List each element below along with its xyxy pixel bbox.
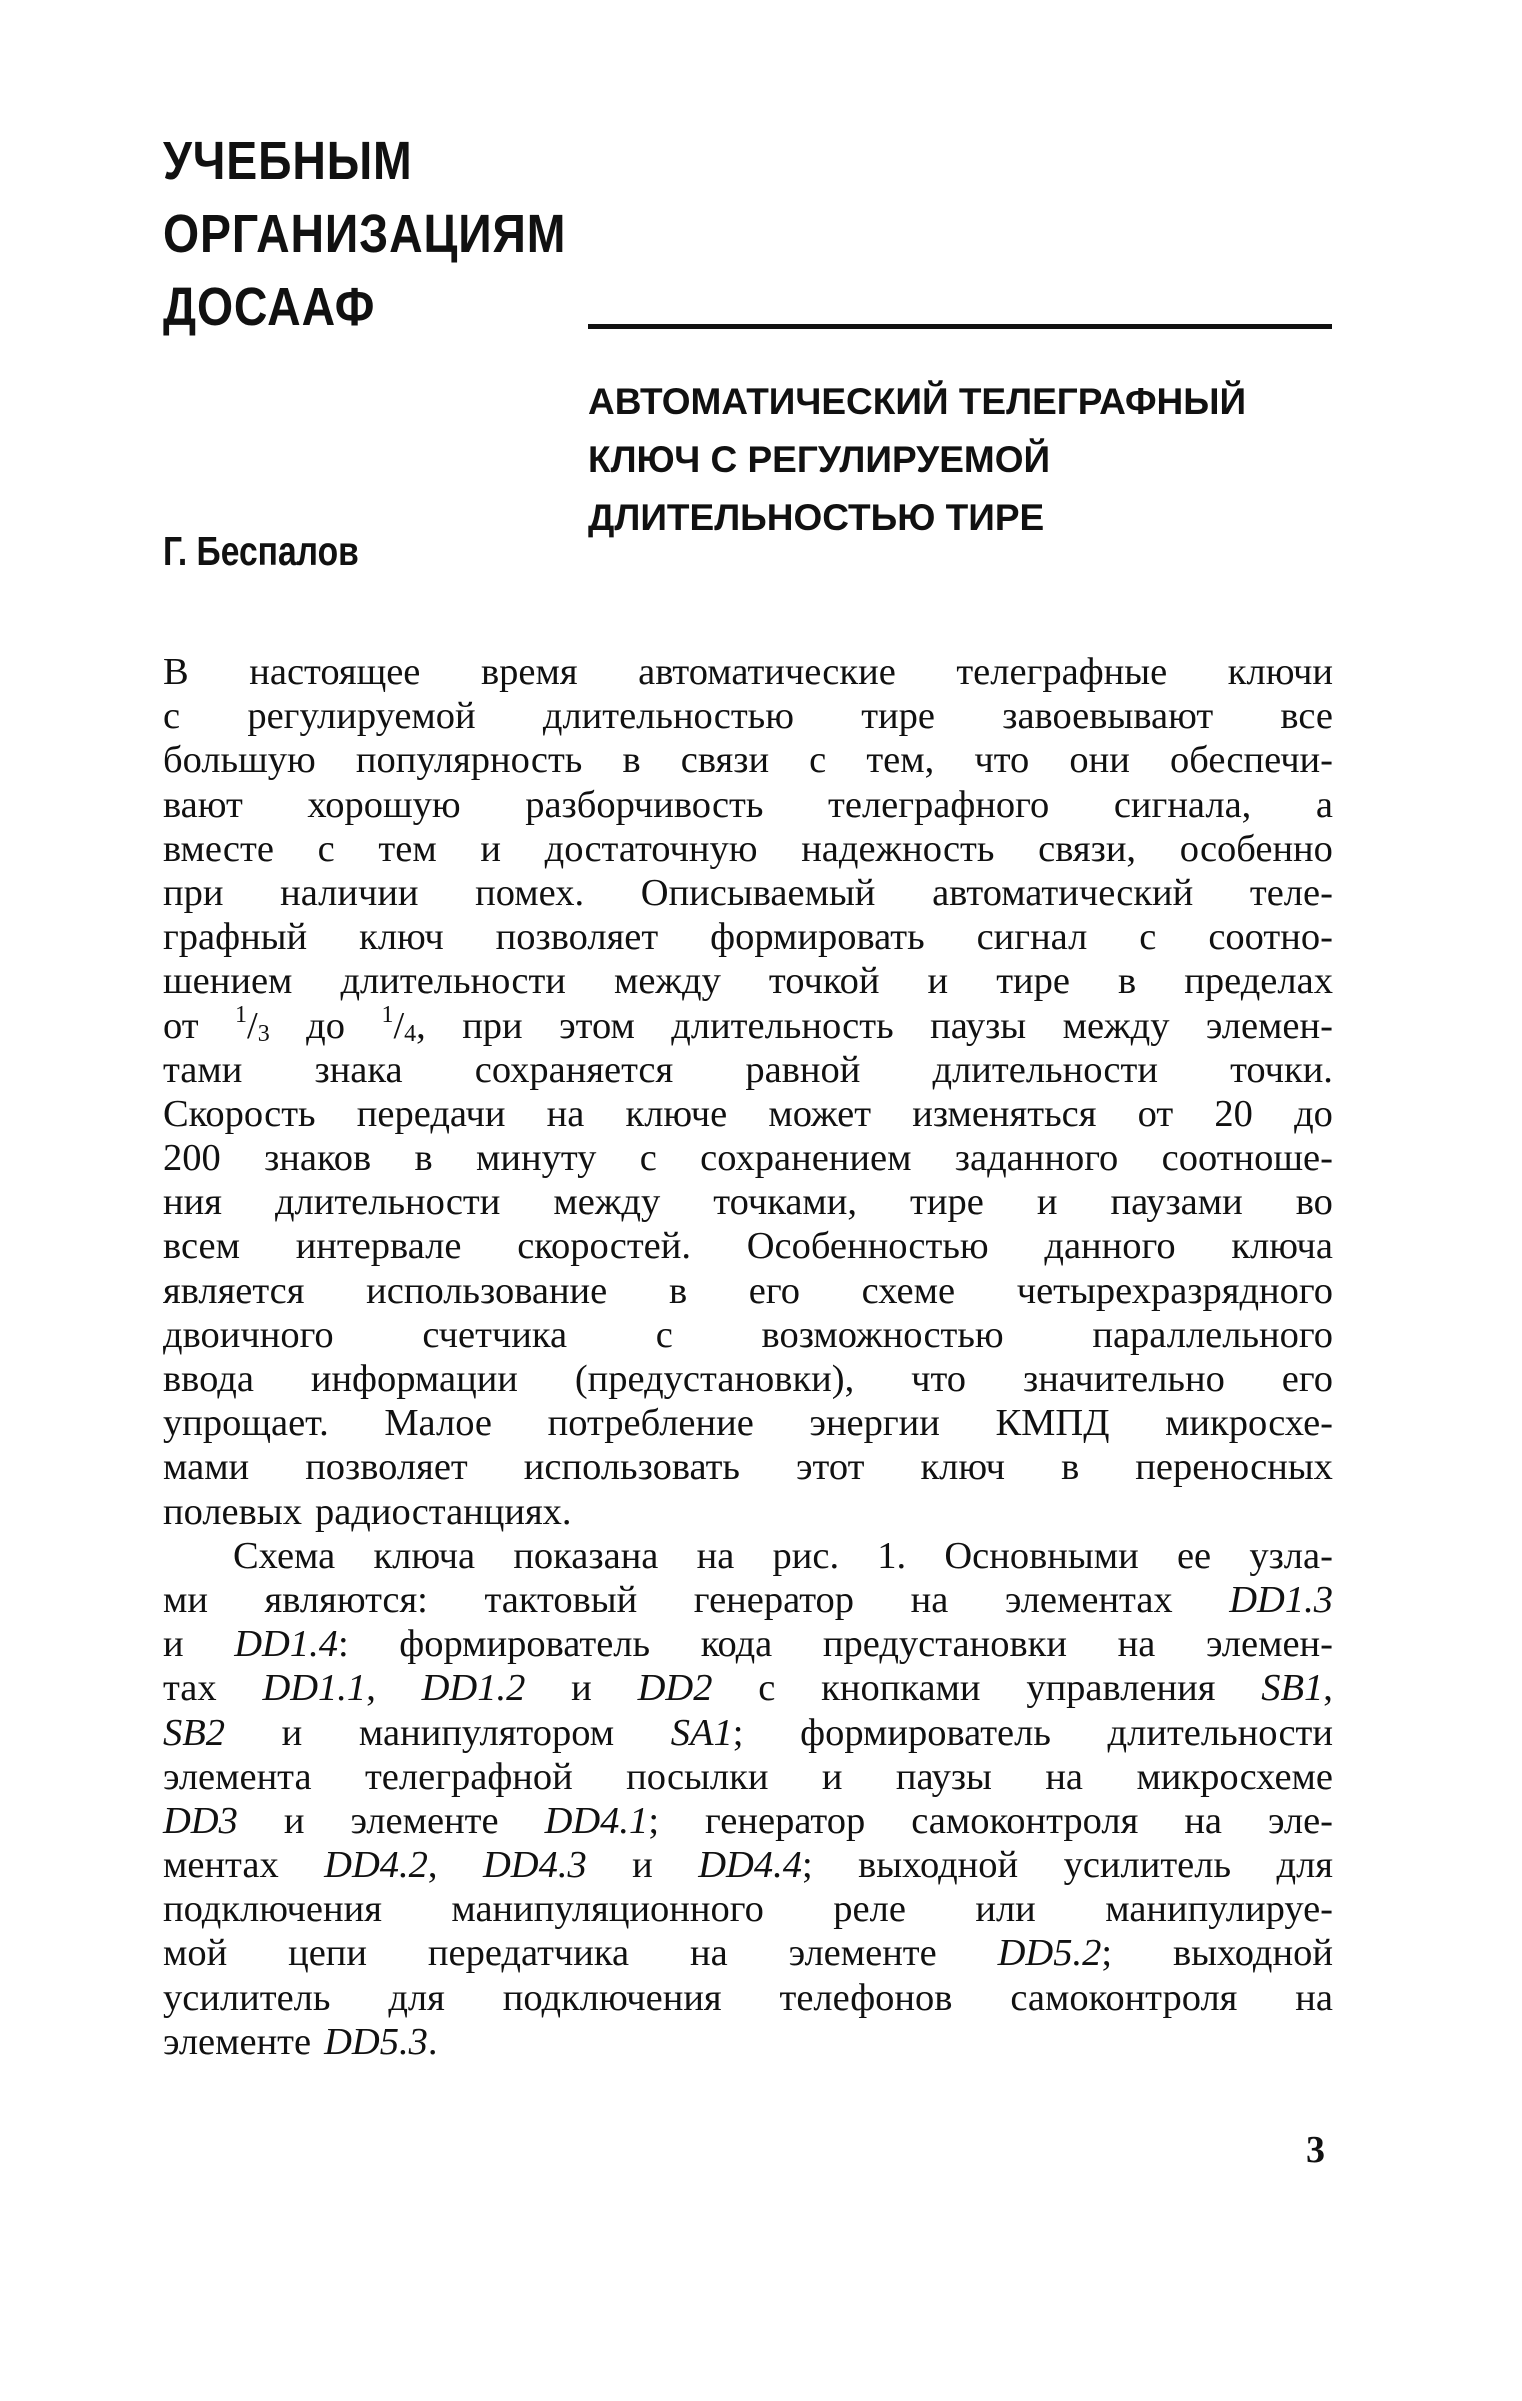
body-line (163, 1269, 1333, 1313)
body-line (163, 1755, 1333, 1799)
body-word: от (163, 1004, 199, 1047)
body-word: манипуляционного (451, 1888, 764, 1931)
body-word: $^1/_3$ (235, 1001, 270, 1047)
body-word: между (1062, 1004, 1170, 1047)
body-word: автоматические (638, 651, 896, 693)
body-word: длительность (671, 1004, 894, 1047)
body-word: при (163, 871, 224, 914)
body-word: равной (745, 1048, 861, 1091)
body-word: от (1137, 1092, 1174, 1135)
body-word: теле- (1249, 871, 1333, 914)
body-word: и (571, 1667, 592, 1710)
body-word: формирователь (399, 1623, 651, 1666)
body-word: его (748, 1269, 800, 1312)
body-word: Малое (384, 1402, 493, 1445)
body-word: в (1061, 1446, 1080, 1489)
body-word: для (388, 1976, 445, 2019)
body-line (163, 1887, 1333, 1931)
body-word: DD1.2 (421, 1667, 526, 1710)
body-word: радиостанциях. (314, 1490, 572, 1533)
body-word: регулируемой (247, 695, 476, 738)
body-word: 200 (163, 1137, 221, 1180)
body-line (163, 827, 1333, 871)
body-word: формирователь (800, 1711, 1051, 1754)
body-word: данного (1044, 1225, 1176, 1268)
body-word: для (1276, 1844, 1333, 1887)
body-word: сохранением (700, 1137, 912, 1180)
body-word: и (927, 960, 949, 1003)
body-word: в (622, 739, 641, 782)
body-word: и (821, 1755, 843, 1798)
body-word: элементе (788, 1932, 937, 1975)
body-word: использование (366, 1269, 608, 1312)
body-word: Скорость (163, 1092, 316, 1135)
body-word: полевых (163, 1490, 302, 1533)
body-word: информации (310, 1358, 518, 1400)
body-word: использовать (523, 1446, 740, 1489)
body-word: с (639, 1137, 657, 1180)
body-word: ния (163, 1181, 222, 1224)
body-word: точки. (1230, 1048, 1333, 1091)
body-word: длительности (274, 1181, 501, 1224)
body-word: Особенностью (746, 1225, 989, 1268)
body-word: или (975, 1888, 1036, 1931)
body-word: длительности (340, 960, 566, 1003)
body-word: все (1280, 695, 1333, 738)
body-word: ключе (625, 1092, 728, 1135)
body-word: кода (700, 1623, 773, 1666)
body-line (163, 1136, 1333, 1180)
body-word: тактовый (484, 1578, 638, 1621)
body-word: особенно (1179, 827, 1333, 870)
body-line (163, 1711, 1333, 1755)
body-word: с (758, 1667, 776, 1710)
body-word: четырехразрядного (1016, 1269, 1333, 1312)
body-word: связи (680, 739, 770, 782)
body-line (163, 738, 1333, 782)
body-word: элементе (350, 1799, 499, 1842)
body-word: упрощает. (163, 1402, 329, 1445)
body-word: элемен- (1205, 1623, 1333, 1666)
body-line (163, 783, 1333, 827)
body-word: возможностью (761, 1313, 1004, 1356)
body-word: элемен- (1205, 1004, 1333, 1047)
body-word: при (462, 1004, 523, 1047)
body-word: разборчивость (525, 783, 764, 826)
body-word: знака (314, 1048, 403, 1091)
body-word: точкой (768, 960, 880, 1003)
body-word: связи, (1038, 827, 1137, 870)
body-word: телеграфной (364, 1755, 573, 1798)
body-word: ми (163, 1578, 208, 1621)
body-word: на (1295, 1976, 1333, 2019)
body-word: соотноше- (1161, 1137, 1333, 1180)
series-title-line: УЧЕБНЫМ (163, 131, 413, 191)
body-word: популярность (355, 739, 583, 782)
body-word: самоконтроля (911, 1799, 1139, 1842)
body-word: на (546, 1092, 585, 1135)
body-word: на (690, 1932, 728, 1975)
body-line (163, 1357, 1333, 1401)
body-word: наличии (280, 871, 419, 914)
author-name: Г. Беспалов (163, 528, 359, 574)
body-line (163, 1578, 1333, 1622)
body-word: на (1045, 1755, 1084, 1798)
body-word: его (1281, 1358, 1333, 1400)
body-word: ввода (163, 1358, 254, 1400)
body-line (163, 1843, 1333, 1887)
body-word: тире (861, 695, 936, 738)
body-word: являются: (264, 1578, 428, 1621)
series-title-line: ОРГАНИЗАЦИЯМ (163, 204, 567, 264)
body-word: с (809, 739, 827, 782)
body-word: что (911, 1358, 967, 1400)
body-word: завоевывают (1002, 695, 1214, 738)
body-word: может (768, 1092, 872, 1135)
body-word: хорошую (307, 783, 461, 826)
body-word: управления (1026, 1667, 1216, 1710)
body-word: всем (163, 1225, 240, 1268)
body-word: переносных (1135, 1446, 1333, 1489)
body-word: на (1117, 1623, 1156, 1666)
body-word: до (1294, 1092, 1333, 1135)
body-word: (предустановки), (574, 1358, 855, 1400)
body-word: вместе (163, 827, 274, 870)
body-word: тами (163, 1048, 243, 1091)
body-word: кнопками (821, 1667, 981, 1710)
body-word: настоящее (249, 651, 421, 693)
body-word: посылки (626, 1755, 769, 1798)
body-word: а (1315, 783, 1333, 826)
body-word: соотно- (1208, 916, 1333, 959)
body-word: подключения (163, 1888, 382, 1931)
body-word: между (553, 1181, 661, 1224)
body-word: Схема (233, 1534, 336, 1577)
body-word: DD4.4; (698, 1844, 813, 1887)
body-word: они (1069, 739, 1130, 782)
body-line (163, 1401, 1333, 1445)
body-line (163, 1931, 1333, 1975)
body-word: рис. (772, 1534, 840, 1577)
body-line (163, 959, 1333, 1003)
body-word: двоичного (163, 1313, 334, 1356)
body-word: потребление (547, 1402, 754, 1445)
body-word: DD3 (163, 1799, 238, 1842)
body-word: и (281, 1711, 303, 1754)
body-word: и (632, 1844, 653, 1887)
body-word: параллельного (1092, 1313, 1333, 1356)
body-word: точками, (713, 1181, 858, 1224)
body-word: длительности (1107, 1711, 1333, 1754)
body-word: микросхе- (1165, 1402, 1333, 1445)
body-word: DD1.1, (262, 1667, 376, 1710)
body-word: паузы (930, 1004, 1027, 1047)
body-line (163, 1048, 1333, 1092)
body-word: схеме (861, 1269, 956, 1312)
body-word: телеграфные (956, 651, 1168, 693)
article-title (588, 373, 1348, 547)
body-line (163, 1224, 1333, 1268)
body-word: в (1118, 960, 1137, 1003)
body-word: является (163, 1269, 305, 1312)
body-line (163, 1001, 1333, 1048)
body-line (163, 1976, 1333, 2020)
body-word: манипулятором (358, 1711, 615, 1754)
body-word: тире (996, 960, 1070, 1003)
body-word: DD4.3 (482, 1844, 587, 1887)
body-word: на (1184, 1799, 1223, 1842)
body-word: и (1036, 1181, 1058, 1224)
body-word: большую (163, 739, 316, 782)
body-word: усилитель (163, 1976, 331, 2019)
body-word: сохраняется (474, 1048, 674, 1091)
body-word: DD1.3 (1229, 1578, 1333, 1621)
body-word: ментах (163, 1844, 279, 1887)
body-word: между (613, 960, 721, 1003)
body-word: значительно (1022, 1358, 1225, 1400)
body-word: паузами (1110, 1181, 1243, 1224)
body-word: энергии (809, 1402, 940, 1445)
body-word: DD2 (637, 1667, 713, 1710)
body-word: ее (1176, 1534, 1212, 1577)
body-word: на (910, 1578, 949, 1621)
body-word: показана (513, 1534, 659, 1577)
body-word: самоконтроля (1010, 1976, 1238, 2019)
body-word: формировать (710, 916, 925, 959)
body-line (163, 1445, 1333, 1489)
body-word: манипулируе- (1105, 1888, 1333, 1931)
body-word: помех. (475, 871, 585, 914)
body-word: надежность (801, 827, 995, 870)
body-word: генератор (705, 1799, 866, 1842)
article-body (163, 650, 1333, 2064)
body-word: до (306, 1004, 345, 1047)
body-word: усилитель (1063, 1844, 1232, 1887)
body-word: минуту (476, 1137, 597, 1180)
body-word: генератор (693, 1578, 855, 1621)
body-word: что (974, 739, 1030, 782)
body-line (163, 1666, 1333, 1710)
body-word: DD5.3. (324, 2020, 438, 2063)
series-title-line: ДОСААФ (163, 277, 376, 337)
body-word: автоматический (932, 871, 1194, 914)
body-word: и (163, 1623, 184, 1666)
body-word: изменяться (912, 1092, 1097, 1135)
body-line (163, 1092, 1333, 1136)
body-word: паузы (895, 1755, 992, 1798)
body-word: ключа (373, 1534, 476, 1577)
body-word: с (1139, 916, 1157, 959)
body-word: SB1, (1261, 1667, 1333, 1710)
body-word: телефонов (779, 1976, 953, 2019)
body-word: ключа (1231, 1225, 1333, 1268)
title-divider (588, 324, 1332, 329)
body-word: вают (163, 783, 243, 826)
body-word: элемента (163, 1755, 312, 1798)
body-word: элементах (1004, 1578, 1173, 1621)
body-word: DD4.2, (324, 1844, 438, 1887)
body-word: выходной (858, 1844, 1019, 1887)
body-line (163, 650, 1333, 694)
body-word: этом (559, 1004, 635, 1047)
body-word: в (668, 1269, 688, 1312)
body-word: тем (378, 827, 437, 870)
body-word: цепи (288, 1932, 368, 1975)
article-title-line: АВТОМАТИЧЕСКИЙ ТЕЛЕГРАФНЫЙ (588, 381, 1247, 422)
article-title-line: КЛЮЧ С РЕГУЛИРУЕМОЙ (588, 439, 1051, 480)
body-word: передачи (356, 1092, 506, 1135)
body-word: тире (910, 1181, 984, 1224)
body-line (163, 871, 1333, 915)
body-word: на (696, 1534, 735, 1577)
body-word: выходной (1172, 1932, 1333, 1975)
body-word: элементе (163, 2020, 312, 2063)
body-line (163, 2020, 1333, 2064)
body-word: заданного (954, 1137, 1119, 1180)
body-word: микросхеме (1136, 1755, 1333, 1798)
body-word: 20 (1214, 1092, 1253, 1135)
body-word: Описываемый (640, 871, 876, 914)
body-word: пределах (1184, 960, 1333, 1003)
body-line (163, 1490, 1333, 1534)
body-word: достаточную (544, 827, 758, 870)
body-word: скоростей. (517, 1225, 691, 1268)
body-word: предустановки (822, 1623, 1067, 1666)
body-word: В (163, 651, 189, 693)
body-word: время (480, 651, 578, 693)
body-word: 1. (877, 1534, 907, 1577)
body-word: с (317, 827, 335, 870)
body-line (163, 915, 1333, 959)
body-word: позволяет (305, 1446, 468, 1489)
body-word: длительностью (542, 695, 794, 738)
body-word: SB2 (163, 1711, 226, 1754)
body-word: SA1; (670, 1711, 744, 1754)
series-title (163, 125, 627, 344)
body-word: с (163, 695, 181, 738)
body-word: тах (163, 1667, 217, 1710)
body-line (163, 1622, 1333, 1666)
body-word: ключ (920, 1446, 1006, 1489)
page-number: 3 (1306, 2129, 1325, 2171)
body-word: DD4.1; (544, 1799, 660, 1842)
body-word: DD1.4: (234, 1623, 349, 1666)
body-word: подключения (502, 1976, 722, 2019)
body-word: узла- (1249, 1534, 1333, 1577)
body-word: длительности (932, 1048, 1158, 1091)
body-word: Основными (944, 1534, 1139, 1577)
body-word: в (414, 1137, 433, 1180)
body-word: позволяет (495, 916, 659, 959)
body-word: интервале (295, 1225, 462, 1268)
article-title-line: ДЛИТЕЛЬНОСТЬЮ ТИРЕ (588, 497, 1045, 538)
body-word: шением (163, 960, 293, 1003)
body-word: телеграфного (828, 783, 1050, 826)
body-word: мой (163, 1932, 228, 1975)
body-word: ключ (359, 916, 444, 959)
body-word: сигнала, (1113, 783, 1252, 826)
body-word: реле (833, 1888, 906, 1931)
body-word: КМПД (995, 1402, 1110, 1445)
body-word: $^1/_4$, (381, 1001, 426, 1047)
body-word: эле- (1268, 1799, 1333, 1842)
body-word: с (655, 1313, 673, 1356)
body-word: и (283, 1799, 305, 1842)
body-line (163, 1534, 1333, 1578)
body-word: счетчика (422, 1313, 568, 1356)
body-line (163, 694, 1333, 738)
body-word: обеспечи- (1170, 739, 1333, 782)
body-line (163, 1180, 1333, 1224)
body-word: ключи (1227, 651, 1333, 693)
body-word: графный (163, 916, 308, 959)
body-word: DD5.2; (997, 1932, 1113, 1975)
body-word: во (1295, 1181, 1333, 1224)
body-word: мами (163, 1446, 250, 1489)
body-word: знаков (264, 1137, 372, 1180)
body-line (163, 1799, 1333, 1843)
body-word: тем, (866, 739, 935, 782)
body-word: этот (796, 1446, 865, 1489)
body-line (163, 1313, 1333, 1357)
body-word: и (480, 827, 501, 870)
body-word: передатчика (427, 1932, 630, 1975)
body-word: сигнал (976, 916, 1088, 959)
